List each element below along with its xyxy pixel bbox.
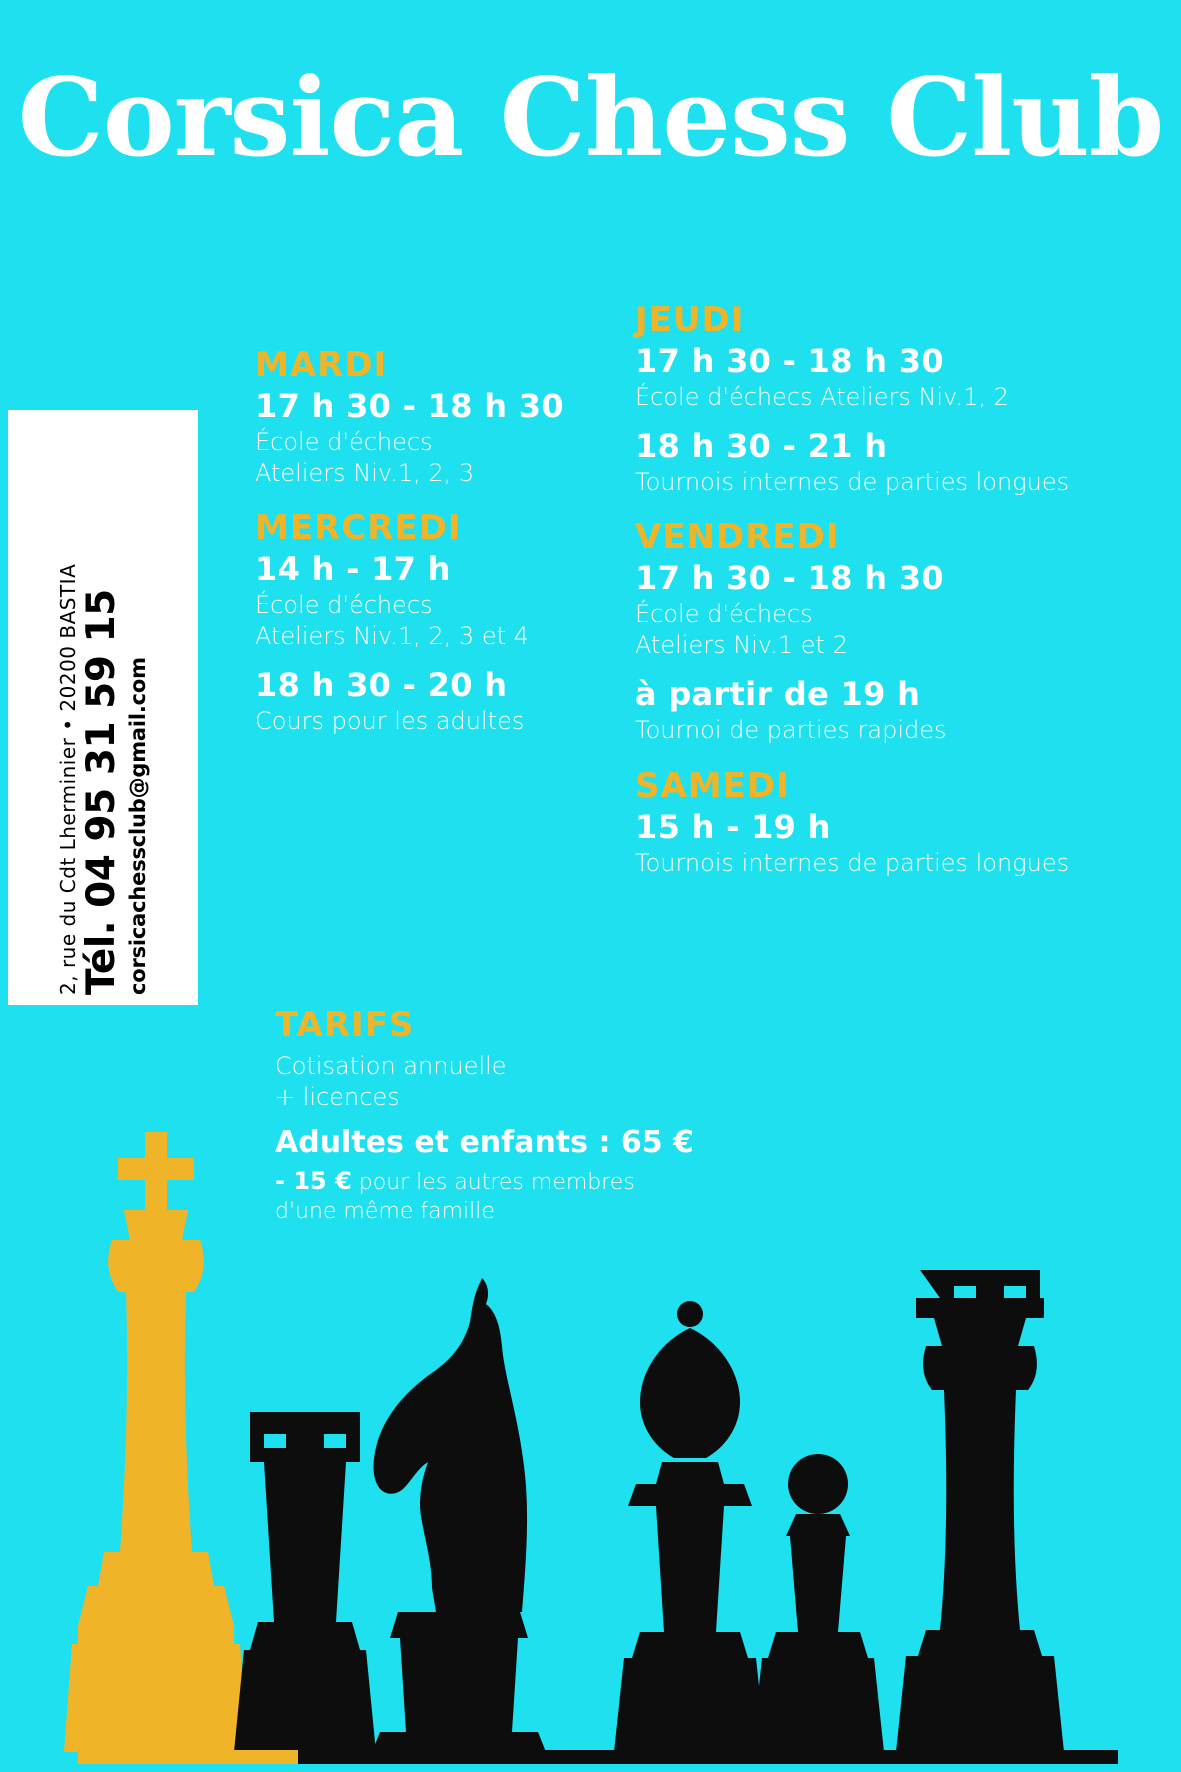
schedule-column-left [255,345,585,757]
day-block-samedi [635,766,1115,879]
slot [635,559,1115,660]
day-block-jeudi [635,300,1115,497]
slot-desc: École d'échecs Ateliers Niv.1, 2, 3 [255,428,475,487]
day-label-samedi: SAMEDI [635,765,790,806]
slot [635,808,1115,879]
slot [255,666,585,737]
contact-address: 2, rue du Cdt Lherminier • 20200 BASTIA [56,563,81,995]
day-label-mardi: MARDI [255,345,388,385]
tarifs-note-text: pour les autres membres d'une même famille [275,1170,635,1224]
slot-desc: École d'échecs Ateliers Niv.1, 2, 3 et 4 [255,591,529,651]
slot-hours: 17 h 30 - 18 h 30 [255,387,564,425]
tarifs-note-amount: - 15 € [275,1167,352,1196]
contact-phone: Tél. 04 95 31 59 15 [79,589,125,995]
slot [635,675,1115,746]
slot-desc: École d'échecs Ateliers Niv.1 et 2 [635,600,848,660]
baseline-yellow [78,1750,298,1764]
schedule-column-right [635,300,1115,898]
slot-hours: 18 h 30 - 21 h [635,426,888,465]
king-yellow-icon [64,1132,248,1752]
slot-hours: à partir de 19 h [635,674,921,713]
contact-box [8,410,198,1005]
slot-hours: 15 h - 19 h [635,807,831,846]
chess-pieces-artwork [0,1132,1181,1772]
slot-desc: Cours pour les adultes [255,706,525,735]
slot [255,550,585,651]
page-title: Corsica Chess Club [17,55,1164,181]
slot-desc: École d'échecs Ateliers Niv.1, 2 [635,383,1009,411]
day-block-vendredi [635,517,1115,745]
slot-hours: 18 h 30 - 20 h [255,665,508,704]
tarifs-price: Adultes et enfants : 65 € [275,1125,694,1161]
knight-black-icon [372,1278,546,1752]
contact-email: corsicachessclub@gmail.com [125,657,150,995]
tarifs-title: TARIFS [275,1005,415,1045]
day-block-mardi [255,345,585,488]
baseline-black [298,1750,1118,1764]
slot-desc: Tournoi de parties rapides [635,715,947,744]
contact-inner [8,410,198,1005]
slot [635,342,1115,413]
day-block-mercredi [255,508,585,736]
rook-black-icon [234,1412,376,1752]
tarifs-subtitle: Cotisation annuelle + licences [275,1052,507,1112]
pawn-black-icon [752,1454,884,1752]
queen-black-icon [896,1270,1064,1752]
slot-hours: 14 h - 17 h [255,550,451,589]
slot-desc: Tournois internes de parties longues [635,848,1070,877]
chess-pieces-svg [0,1132,1181,1772]
day-label-jeudi: JEUDI [635,300,745,340]
day-label-vendredi: VENDREDI [635,517,840,558]
slot [255,387,585,488]
slot-desc: Tournois internes de parties longues [635,467,1070,496]
slot [635,427,1115,498]
bishop-black-icon [614,1301,766,1752]
slot-hours: 17 h 30 - 18 h 30 [635,559,944,598]
slot-hours: 17 h 30 - 18 h 30 [635,342,944,380]
day-label-mercredi: MERCREDI [255,508,462,549]
